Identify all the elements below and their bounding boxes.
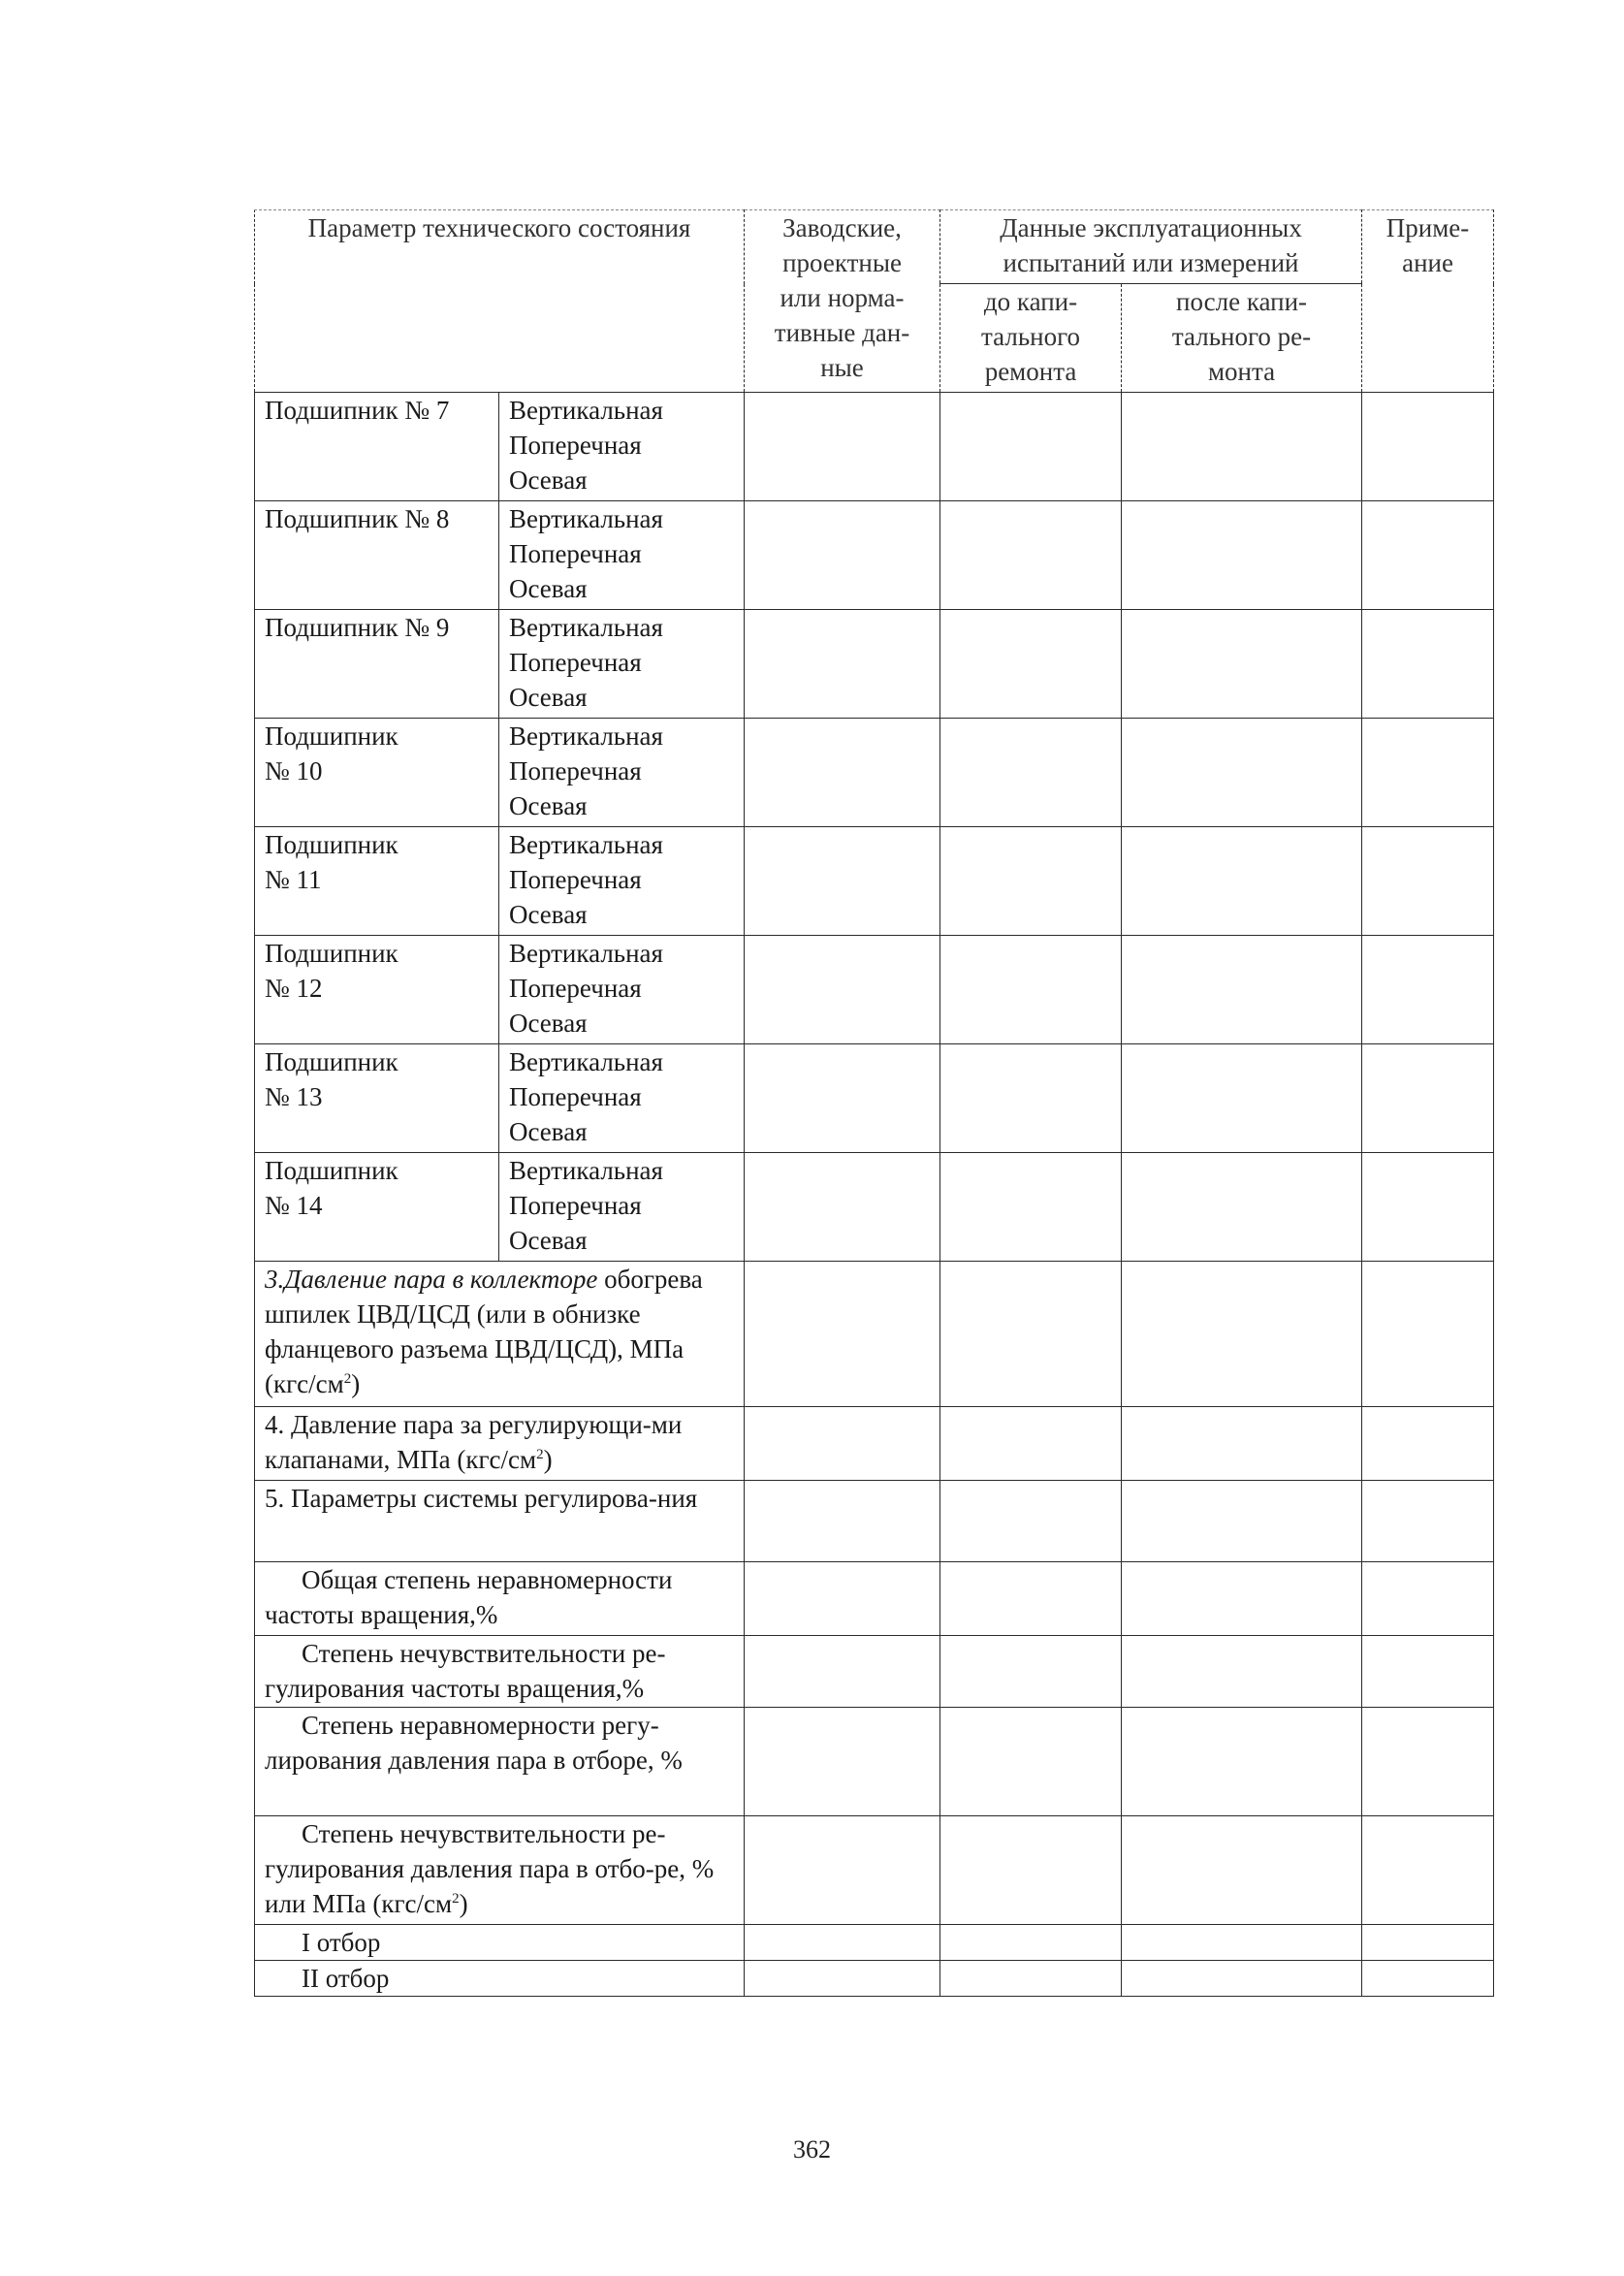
table-row xyxy=(255,936,1494,1044)
value-cell xyxy=(940,1562,1122,1636)
value-cell xyxy=(745,1636,940,1708)
extraction-label: II отбор xyxy=(255,1961,745,1997)
value-cell xyxy=(1362,827,1494,936)
value-cell xyxy=(940,1407,1122,1481)
table-row xyxy=(255,827,1494,936)
bearing-name: Подшипник № 7 xyxy=(255,393,499,501)
section-5-label: 5. Параметры системы регулирова-ния xyxy=(255,1481,745,1562)
value-cell xyxy=(745,1044,940,1153)
value-cell xyxy=(1122,1925,1362,1961)
section-3-label: 3.Давление пара в коллекторе обогрева шпилек ЦВД/ЦСД (или в обнизке фланцевого разъема ЦВД/ЦСД), МПа $(кгс/см^2)$ xyxy=(255,1262,745,1407)
table-row xyxy=(255,1816,1494,1925)
value-cell xyxy=(745,393,940,501)
table-row xyxy=(255,1961,1494,1997)
bearing-name: Подшипник № 14 xyxy=(255,1153,499,1262)
value-cell xyxy=(745,1153,940,1262)
table-row xyxy=(255,1562,1494,1636)
value-cell xyxy=(1362,1708,1494,1816)
value-cell xyxy=(940,610,1122,719)
value-cell xyxy=(1362,1262,1494,1407)
bearing-name: Подшипник № 11 xyxy=(255,827,499,936)
value-cell xyxy=(745,1708,940,1816)
value-cell xyxy=(1122,1816,1362,1925)
value-cell xyxy=(940,1481,1122,1562)
bearing-name: Подшипник № 10 xyxy=(255,719,499,827)
header-note: Приме- ание xyxy=(1362,210,1494,393)
table-row xyxy=(255,1925,1494,1961)
value-cell xyxy=(745,1262,940,1407)
table-row xyxy=(255,1708,1494,1816)
value-cell xyxy=(745,501,940,610)
table-row xyxy=(255,501,1494,610)
value-cell xyxy=(1122,1636,1362,1708)
table-row xyxy=(255,1636,1494,1708)
value-cell xyxy=(1362,1153,1494,1262)
value-cell xyxy=(940,501,1122,610)
value-cell xyxy=(745,1562,940,1636)
bearing-name: Подшипник № 9 xyxy=(255,610,499,719)
value-cell xyxy=(1362,1407,1494,1481)
value-cell xyxy=(1122,1407,1362,1481)
value-cell xyxy=(745,719,940,827)
value-cell xyxy=(940,1961,1122,1997)
value-cell xyxy=(1122,1044,1362,1153)
value-cell xyxy=(1122,610,1362,719)
bearing-directions: Вертикальная Поперечная Осевая xyxy=(499,1153,745,1262)
value-cell xyxy=(940,1816,1122,1925)
bearing-directions: Вертикальная Поперечная Осевая xyxy=(499,393,745,501)
value-cell xyxy=(1122,393,1362,501)
section-5-item-label: Степень неравномерности регу-лирования давления пара в отборе, % xyxy=(255,1708,745,1816)
bearing-directions: Вертикальная Поперечная Осевая xyxy=(499,827,745,936)
value-cell xyxy=(1122,1562,1362,1636)
bearing-directions: Вертикальная Поперечная Осевая xyxy=(499,501,745,610)
table-row xyxy=(255,1481,1494,1562)
table-row xyxy=(255,610,1494,719)
table-row xyxy=(255,1407,1494,1481)
value-cell xyxy=(745,1481,940,1562)
value-cell xyxy=(1122,827,1362,936)
bearing-directions: Вертикальная Поперечная Осевая xyxy=(499,936,745,1044)
table-body xyxy=(255,393,1494,1997)
value-cell xyxy=(940,1044,1122,1153)
technical-condition-table xyxy=(254,209,1494,1997)
value-cell xyxy=(940,719,1122,827)
value-cell xyxy=(940,1925,1122,1961)
value-cell xyxy=(1362,1562,1494,1636)
bearing-name: Подшипник № 13 xyxy=(255,1044,499,1153)
table-row xyxy=(255,393,1494,501)
value-cell xyxy=(1122,1961,1362,1997)
table-row xyxy=(255,1044,1494,1153)
value-cell xyxy=(1122,719,1362,827)
value-cell xyxy=(940,827,1122,936)
value-cell xyxy=(1362,719,1494,827)
extraction-label: I отбор xyxy=(255,1925,745,1961)
value-cell xyxy=(1122,1153,1362,1262)
header-param: Параметр технического состояния xyxy=(255,210,745,393)
header-factory: Заводские, проектные или норма- тивные дан- ные xyxy=(745,210,940,393)
value-cell xyxy=(745,827,940,936)
value-cell xyxy=(1362,936,1494,1044)
section-5-item-label: Степень нечувствительности ре-гулирования частоты вращения,% xyxy=(255,1636,745,1708)
value-cell xyxy=(1122,1708,1362,1816)
page-number: 362 xyxy=(793,2135,831,2164)
value-cell xyxy=(940,1636,1122,1708)
header-before-repair: до капи- тального ремонта xyxy=(940,284,1122,393)
bearing-directions: Вертикальная Поперечная Осевая xyxy=(499,610,745,719)
table-row xyxy=(255,1153,1494,1262)
bearing-name: Подшипник № 12 xyxy=(255,936,499,1044)
section-5-item-label: Общая степень неравномерности частоты вращения,% xyxy=(255,1562,745,1636)
header-after-repair: после капи- тального ре- монта xyxy=(1122,284,1362,393)
bearing-directions: Вертикальная Поперечная Осевая xyxy=(499,719,745,827)
value-cell xyxy=(940,393,1122,501)
value-cell xyxy=(745,936,940,1044)
table-row xyxy=(255,1262,1494,1407)
value-cell xyxy=(1122,1481,1362,1562)
value-cell xyxy=(745,1961,940,1997)
value-cell xyxy=(1122,936,1362,1044)
value-cell xyxy=(1362,1816,1494,1925)
section-4-label: 4. Давление пара за регулирующи-ми клапанами, МПа $(кгс/см^2)$ xyxy=(255,1407,745,1481)
value-cell xyxy=(1362,1925,1494,1961)
bearing-name: Подшипник № 8 xyxy=(255,501,499,610)
value-cell xyxy=(1122,1262,1362,1407)
value-cell xyxy=(1362,1044,1494,1153)
value-cell xyxy=(1362,1636,1494,1708)
value-cell xyxy=(940,936,1122,1044)
section-5-item-label: Степень нечувствительности ре-гулирования давления пара в отбо-ре, % или МПа $(кгс/см^2)$ xyxy=(255,1816,745,1925)
value-cell xyxy=(1362,1961,1494,1997)
value-cell xyxy=(745,1925,940,1961)
value-cell xyxy=(1362,610,1494,719)
table-header xyxy=(255,210,1494,393)
value-cell xyxy=(745,610,940,719)
value-cell xyxy=(940,1262,1122,1407)
value-cell xyxy=(1362,1481,1494,1562)
value-cell xyxy=(745,1816,940,1925)
value-cell xyxy=(940,1153,1122,1262)
value-cell xyxy=(1122,501,1362,610)
bearing-directions: Вертикальная Поперечная Осевая xyxy=(499,1044,745,1153)
value-cell xyxy=(1362,393,1494,501)
value-cell xyxy=(1362,501,1494,610)
table-row xyxy=(255,719,1494,827)
value-cell xyxy=(940,1708,1122,1816)
header-operational: Данные эксплуатационных испытаний или измерений xyxy=(940,210,1362,284)
value-cell xyxy=(745,1407,940,1481)
